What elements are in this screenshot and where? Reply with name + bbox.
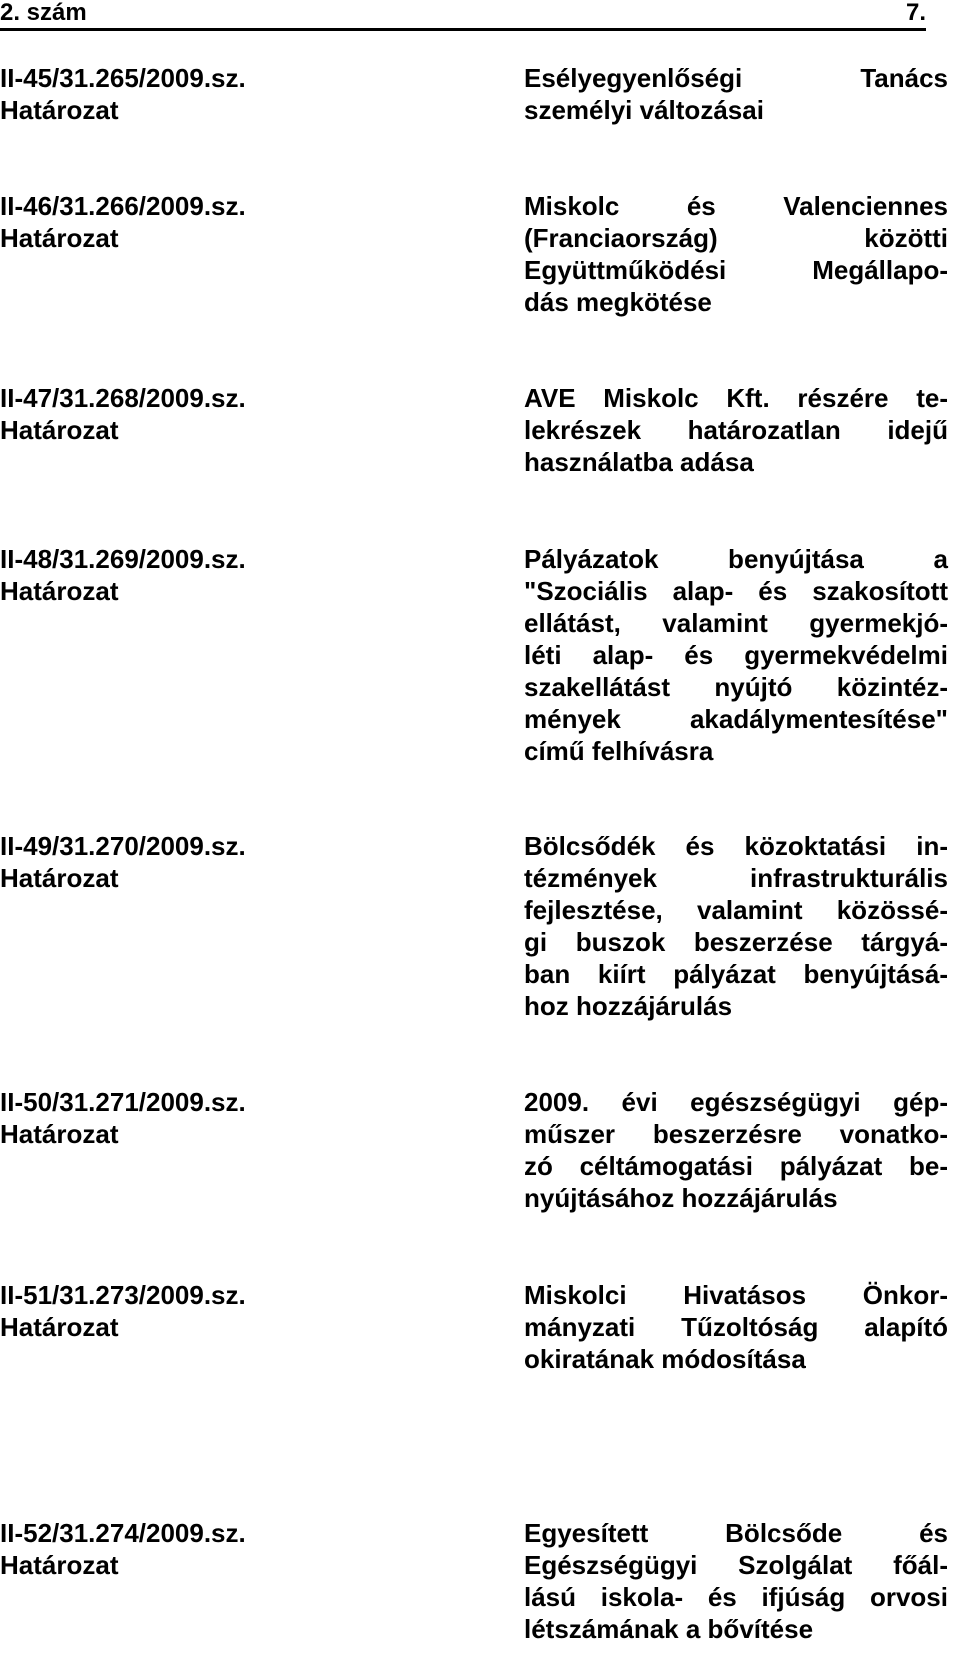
resolution-number: II-51/31.273/2009.sz. [0,1280,246,1310]
subject-line: személyi változásai [524,95,764,125]
resolution-type: Határozat [0,863,119,893]
subject-line: hoz hozzájárulás [524,991,733,1021]
subject-line: mányzati Tűzoltóság alapító [524,1312,948,1342]
resolution-subject [524,1517,948,1645]
subject-line: Miskolci Hivatásos Önkor- [524,1280,948,1310]
subject-line: ban kiírt pályázat benyújtásá- [524,959,948,989]
resolution-reference [0,382,300,446]
resolution-type: Határozat [0,415,119,445]
subject-line: lekrészek határozatlan idejű [524,415,948,445]
resolution-subject [524,543,948,767]
resolution-type: Határozat [0,95,119,125]
subject-line: műszer beszerzésre vonatko- [524,1119,948,1149]
subject-line: szakellátást nyújtó közintéz- [524,672,948,702]
subject-line: tézmények infrastrukturális [524,863,948,893]
subject-line: zó céltámogatási pályázat be- [524,1151,948,1181]
subject-line: létszámának a bővítése [524,1614,814,1644]
subject-line: "Szociális alap- és szakosított [524,576,948,606]
subject-line: Együttműködési Megállapo- [524,255,948,285]
page-number: 7. [905,0,926,26]
resolution-subject [524,382,948,478]
resolution-reference [0,190,300,254]
subject-line: Egyesített Bölcsőde és [524,1518,948,1548]
resolution-type: Határozat [0,1312,119,1342]
subject-line: 2009. évi egészségügyi gép- [524,1087,948,1117]
subject-line: léti alap- és gyermekvédelmi [524,640,948,670]
issue-label: 2. szám [0,0,87,26]
subject-line: Miskolc és Valenciennes [524,191,948,221]
resolution-subject [524,190,948,318]
subject-line: használatba adása [524,447,754,477]
resolution-number: II-49/31.270/2009.sz. [0,831,246,861]
resolution-number: II-50/31.271/2009.sz. [0,1087,246,1117]
subject-line: okiratának módosítása [524,1344,806,1374]
subject-line: mények akadálymentesítése" [524,704,948,734]
subject-line: dás megkötése [524,287,712,317]
resolution-number: II-45/31.265/2009.sz. [0,63,246,93]
resolution-reference [0,1279,300,1343]
resolution-number: II-48/31.269/2009.sz. [0,544,246,574]
resolution-type: Határozat [0,576,119,606]
resolution-type: Határozat [0,1119,119,1149]
subject-line: ellátást, valamint gyermekjó- [524,608,948,638]
subject-line: (Franciaország) közötti [524,223,948,253]
subject-line: AVE Miskolc Kft. részére te- [524,383,948,413]
subject-line: lású iskola- és ifjúság orvosi [524,1582,948,1612]
resolution-type: Határozat [0,223,119,253]
subject-line: Bölcsődék és közoktatási in- [524,831,948,861]
subject-line: nyújtásához hozzájárulás [524,1183,838,1213]
resolution-reference [0,62,300,126]
resolution-number: II-46/31.266/2009.sz. [0,191,246,221]
resolution-reference [0,830,300,894]
subject-line: Egészségügyi Szolgálat főál- [524,1550,948,1580]
subject-line: Esélyegyenlőségi Tanács [524,63,948,93]
subject-line: fejlesztése, valamint közössé- [524,895,948,925]
resolution-number: II-52/31.274/2009.sz. [0,1518,246,1548]
resolution-reference [0,543,300,607]
resolution-subject [524,830,948,1022]
resolution-number: II-47/31.268/2009.sz. [0,383,246,413]
resolution-subject [524,62,948,126]
resolution-reference [0,1086,300,1150]
resolution-subject [524,1279,948,1375]
page-header [0,0,926,31]
subject-line: című felhívásra [524,736,714,766]
resolution-type: Határozat [0,1550,119,1580]
subject-line: Pályázatok benyújtása a [524,544,948,574]
subject-line: gi buszok beszerzése tárgyá- [524,927,948,957]
resolution-subject [524,1086,948,1214]
resolution-reference [0,1517,300,1581]
